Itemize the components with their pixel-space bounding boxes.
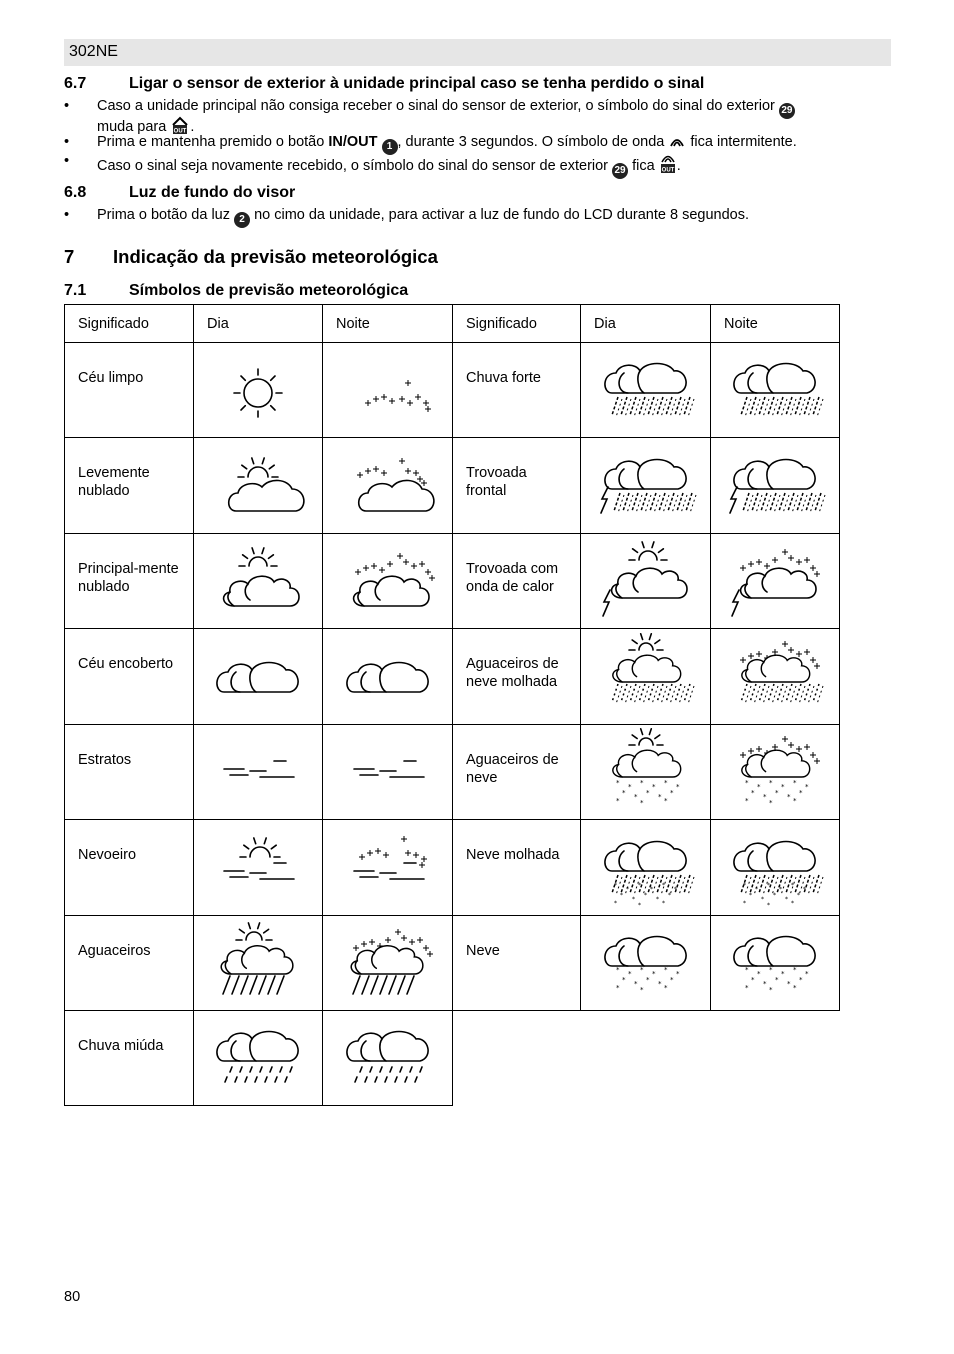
- svg-text:*: *: [745, 966, 749, 974]
- svg-text:*: *: [621, 789, 625, 797]
- svg-text:*: *: [791, 899, 794, 907]
- symbol-night-cell: [323, 820, 453, 916]
- svg-text:*: *: [781, 783, 785, 791]
- svg-text:*: *: [639, 986, 643, 994]
- symbol-meaning: Principal-mente nublado: [65, 534, 194, 629]
- clear-sky-night-icon: [338, 353, 438, 423]
- ref-29-badge: 29: [612, 163, 628, 179]
- outdoor-out-icon: [170, 115, 190, 135]
- showers-night-icon: [338, 926, 438, 996]
- svg-text:*: *: [613, 881, 617, 889]
- stratus-night-icon: [338, 735, 438, 805]
- svg-text:*: *: [769, 966, 773, 974]
- symbol-day-cell: [194, 725, 323, 820]
- svg-text:*: *: [757, 970, 761, 978]
- symbol-meaning: Céu limpo: [65, 343, 194, 438]
- snow-showers-day-icon: [596, 735, 696, 805]
- svg-text:*: *: [791, 881, 794, 889]
- symbol-day-cell: [581, 343, 711, 438]
- svg-text:*: *: [769, 986, 773, 994]
- drizzle-day-icon: [208, 1021, 308, 1091]
- svg-text:*: *: [745, 779, 749, 787]
- bullet-text: Prima o botão da luz: [97, 207, 230, 223]
- bullet-text: muda para: [97, 119, 167, 135]
- symbol-day-cell: [194, 916, 323, 1011]
- symbol-day-cell: [194, 629, 323, 725]
- ref-1-badge: 1: [382, 139, 398, 155]
- svg-text:*: *: [763, 793, 767, 801]
- svg-text:*: *: [787, 793, 791, 801]
- svg-text:*: *: [775, 789, 779, 797]
- symbol-day-cell: [194, 820, 323, 916]
- svg-text:*: *: [657, 793, 661, 801]
- svg-text:*: *: [669, 976, 673, 984]
- table-row: [65, 629, 840, 725]
- svg-text:*: *: [625, 885, 629, 893]
- svg-text:*: *: [787, 980, 791, 988]
- section-7-heading: [64, 246, 438, 268]
- svg-text:*: *: [639, 966, 643, 974]
- svg-text:*: *: [615, 779, 619, 787]
- symbol-day-cell: [581, 629, 711, 725]
- section-6-8-heading: [64, 184, 295, 202]
- svg-text:*: *: [751, 789, 755, 797]
- svg-text:*: *: [743, 899, 746, 907]
- wave-out-icon: [659, 152, 677, 174]
- symbol-night-cell: [323, 343, 453, 438]
- svg-text:*: *: [793, 966, 797, 974]
- column-header: Dia: [194, 305, 323, 343]
- symbol-meaning: Estratos: [65, 725, 194, 820]
- symbol-day-cell: [194, 534, 323, 629]
- bullet-text: Caso o sinal seja novamente recebido, o símbolo do sinal do sensor de exterior: [97, 158, 609, 174]
- svg-text:*: *: [769, 779, 773, 787]
- svg-text:*: *: [781, 970, 785, 978]
- frontal-thunderstorm-day-icon: [596, 449, 696, 519]
- heavy-rain-day-icon: [596, 353, 696, 423]
- overcast-day-icon: [208, 640, 308, 710]
- symbol-night-cell: [711, 820, 840, 916]
- svg-text:*: *: [767, 901, 770, 909]
- table-row: [65, 438, 840, 534]
- section-7-1-heading: [64, 282, 408, 300]
- overcast-night-icon: [338, 640, 438, 710]
- symbol-night-cell: [323, 629, 453, 725]
- symbol-night-cell: [323, 916, 453, 1011]
- table-row: [65, 916, 840, 1011]
- stratus-day-icon: [208, 735, 308, 805]
- symbol-meaning: Aguaceiros de neve molhada: [453, 629, 581, 725]
- column-header: Noite: [323, 305, 453, 343]
- svg-text:*: *: [631, 895, 635, 903]
- symbol-night-cell: [323, 1011, 453, 1106]
- section-title: Símbolos de previsão meteorológica: [129, 282, 409, 299]
- column-header: Significado: [453, 305, 581, 343]
- header-bar: [64, 39, 891, 66]
- svg-text:*: *: [769, 799, 773, 807]
- svg-text:*: *: [661, 881, 665, 889]
- svg-text:*: *: [805, 783, 809, 791]
- svg-text:*: *: [651, 783, 655, 791]
- svg-text:*: *: [657, 980, 661, 988]
- svg-text:*: *: [793, 797, 797, 805]
- svg-text:*: *: [763, 980, 767, 988]
- symbol-night-cell: [711, 916, 840, 1011]
- table-header-row: [65, 305, 840, 343]
- svg-text:*: *: [613, 899, 617, 907]
- symbol-day-cell: [581, 820, 711, 916]
- symbol-day-cell: [581, 438, 711, 534]
- snow-night-icon: [725, 926, 825, 996]
- in-out-button-label: IN/OUT: [328, 134, 378, 150]
- svg-text:*: *: [667, 891, 671, 899]
- snow-showers-night-icon: [725, 735, 825, 805]
- showers-day-icon: [208, 926, 308, 996]
- symbol-meaning: Aguaceiros: [65, 916, 194, 1011]
- table-row: [65, 820, 840, 916]
- svg-text:*: *: [639, 779, 643, 787]
- svg-text:*: *: [793, 779, 797, 787]
- svg-text:*: *: [797, 891, 800, 899]
- section-number: 7: [64, 246, 75, 267]
- symbol-meaning: Céu encoberto: [65, 629, 194, 725]
- table-row: [65, 343, 840, 438]
- heat-thunderstorm-day-icon: [596, 544, 696, 614]
- svg-text:*: *: [619, 891, 623, 899]
- mostly-cloudy-day-icon: [208, 544, 308, 614]
- symbol-meaning: Nevoeiro: [65, 820, 194, 916]
- svg-text:*: *: [751, 976, 755, 984]
- svg-text:*: *: [655, 895, 659, 903]
- frontal-thunderstorm-night-icon: [725, 449, 825, 519]
- table-row: [65, 1011, 840, 1106]
- svg-text:*: *: [775, 976, 779, 984]
- column-header: Noite: [711, 305, 840, 343]
- svg-text:*: *: [745, 984, 749, 992]
- page-number: 80: [64, 1289, 81, 1305]
- svg-text:*: *: [615, 797, 619, 805]
- svg-text:*: *: [745, 797, 749, 805]
- table-row: [65, 534, 840, 629]
- symbol-night-cell: [711, 725, 840, 820]
- svg-text:*: *: [675, 970, 679, 978]
- empty-cell: [453, 1011, 581, 1106]
- svg-text:*: *: [633, 793, 637, 801]
- symbol-day-cell: [194, 438, 323, 534]
- symbol-night-cell: [323, 438, 453, 534]
- svg-text:*: *: [749, 891, 752, 899]
- svg-text:*: *: [793, 984, 797, 992]
- symbol-day-cell: [581, 725, 711, 820]
- svg-text:*: *: [637, 881, 641, 889]
- svg-text:OUT: OUT: [174, 128, 187, 135]
- symbol-meaning: Chuva miúda: [65, 1011, 194, 1106]
- clear-sky-day-icon: [208, 353, 308, 423]
- svg-text:*: *: [773, 891, 776, 899]
- svg-text:*: *: [675, 783, 679, 791]
- fog-night-icon: [338, 831, 438, 901]
- svg-text:*: *: [639, 799, 643, 807]
- drizzle-night-icon: [338, 1021, 438, 1091]
- heat-thunderstorm-night-icon: [725, 544, 825, 614]
- heavy-rain-night-icon: [725, 353, 825, 423]
- svg-text:*: *: [767, 881, 770, 889]
- svg-text:*: *: [673, 885, 677, 893]
- svg-text:*: *: [643, 891, 647, 899]
- symbol-day-cell: [581, 916, 711, 1011]
- symbol-meaning: Levemente nublado: [65, 438, 194, 534]
- svg-text:*: *: [669, 789, 673, 797]
- section-title: Indicação da previsão meteorológica: [113, 246, 438, 267]
- svg-text:*: *: [663, 779, 667, 787]
- svg-text:*: *: [757, 783, 761, 791]
- symbol-night-cell: [323, 534, 453, 629]
- svg-text:*: *: [799, 976, 803, 984]
- svg-text:*: *: [649, 885, 653, 893]
- symbol-day-cell: [581, 534, 711, 629]
- column-header: Significado: [65, 305, 194, 343]
- svg-text:*: *: [615, 984, 619, 992]
- section-6-7-heading: [64, 75, 704, 93]
- symbol-night-cell: [323, 725, 453, 820]
- svg-text:*: *: [615, 966, 619, 974]
- section-title: Luz de fundo do visor: [129, 184, 296, 201]
- wave-icon: [668, 134, 686, 150]
- symbol-day-cell: [194, 1011, 323, 1106]
- svg-text:*: *: [637, 901, 641, 909]
- sleet-night-icon: [725, 831, 825, 909]
- svg-text:OUT: OUT: [661, 167, 675, 174]
- svg-text:*: *: [627, 783, 631, 791]
- symbol-night-cell: [711, 438, 840, 534]
- fog-day-icon: [208, 831, 308, 901]
- sleet-day-icon: [596, 831, 696, 909]
- svg-text:*: *: [645, 789, 649, 797]
- table-row: [65, 725, 840, 820]
- symbol-meaning: Aguaceiros de neve: [453, 725, 581, 820]
- bullet-text: Prima e mantenha premido o botão: [97, 134, 329, 150]
- section-number: 6.7: [64, 75, 87, 92]
- empty-cell: [581, 1011, 711, 1106]
- svg-text:*: *: [633, 980, 637, 988]
- empty-cell: [711, 1011, 840, 1106]
- symbol-meaning: Trovoada com onda de calor: [453, 534, 581, 629]
- symbol-meaning: Neve: [453, 916, 581, 1011]
- svg-text:*: *: [627, 970, 631, 978]
- svg-text:*: *: [755, 885, 758, 893]
- slightly-cloudy-day-icon: [208, 449, 308, 519]
- slightly-cloudy-night-icon: [338, 449, 438, 519]
- svg-text:*: *: [663, 984, 667, 992]
- svg-text:*: *: [645, 976, 649, 984]
- section-number: 6.8: [64, 184, 87, 201]
- bullet-text: Caso a unidade principal não consiga receber o sinal do sensor de exterior, o símbolo do sinal do exterior: [97, 98, 775, 114]
- section-number: 7.1: [64, 282, 87, 299]
- svg-text:*: *: [661, 899, 665, 907]
- mostly-cloudy-night-icon: [338, 544, 438, 614]
- svg-text:*: *: [743, 881, 746, 889]
- sleet-showers-day-icon: [596, 640, 696, 710]
- svg-text:*: *: [799, 789, 803, 797]
- svg-text:*: *: [663, 797, 667, 805]
- column-header: Dia: [581, 305, 711, 343]
- symbol-meaning: Trovoada frontal: [453, 438, 581, 534]
- symbol-night-cell: [711, 629, 840, 725]
- section-title: Ligar o sensor de exterior à unidade principal caso se tenha perdido o sinal: [129, 75, 705, 92]
- svg-text:*: *: [651, 970, 655, 978]
- svg-text:*: *: [761, 895, 764, 903]
- symbol-night-cell: [711, 343, 840, 438]
- svg-text:*: *: [663, 966, 667, 974]
- model-label: 302NE: [69, 43, 118, 60]
- symbol-meaning: Neve molhada: [453, 820, 581, 916]
- svg-text:*: *: [779, 885, 782, 893]
- ref-29-badge: 29: [779, 103, 795, 119]
- svg-text:*: *: [621, 976, 625, 984]
- svg-text:*: *: [803, 885, 806, 893]
- symbol-meaning: Chuva forte: [453, 343, 581, 438]
- sleet-showers-night-icon: [725, 640, 825, 710]
- ref-2-badge: 2: [234, 212, 250, 228]
- svg-text:*: *: [785, 895, 788, 903]
- symbol-night-cell: [711, 534, 840, 629]
- forecast-symbols-table: [64, 304, 840, 1106]
- snow-day-icon: [596, 926, 696, 996]
- svg-text:*: *: [805, 970, 809, 978]
- symbol-day-cell: [194, 343, 323, 438]
